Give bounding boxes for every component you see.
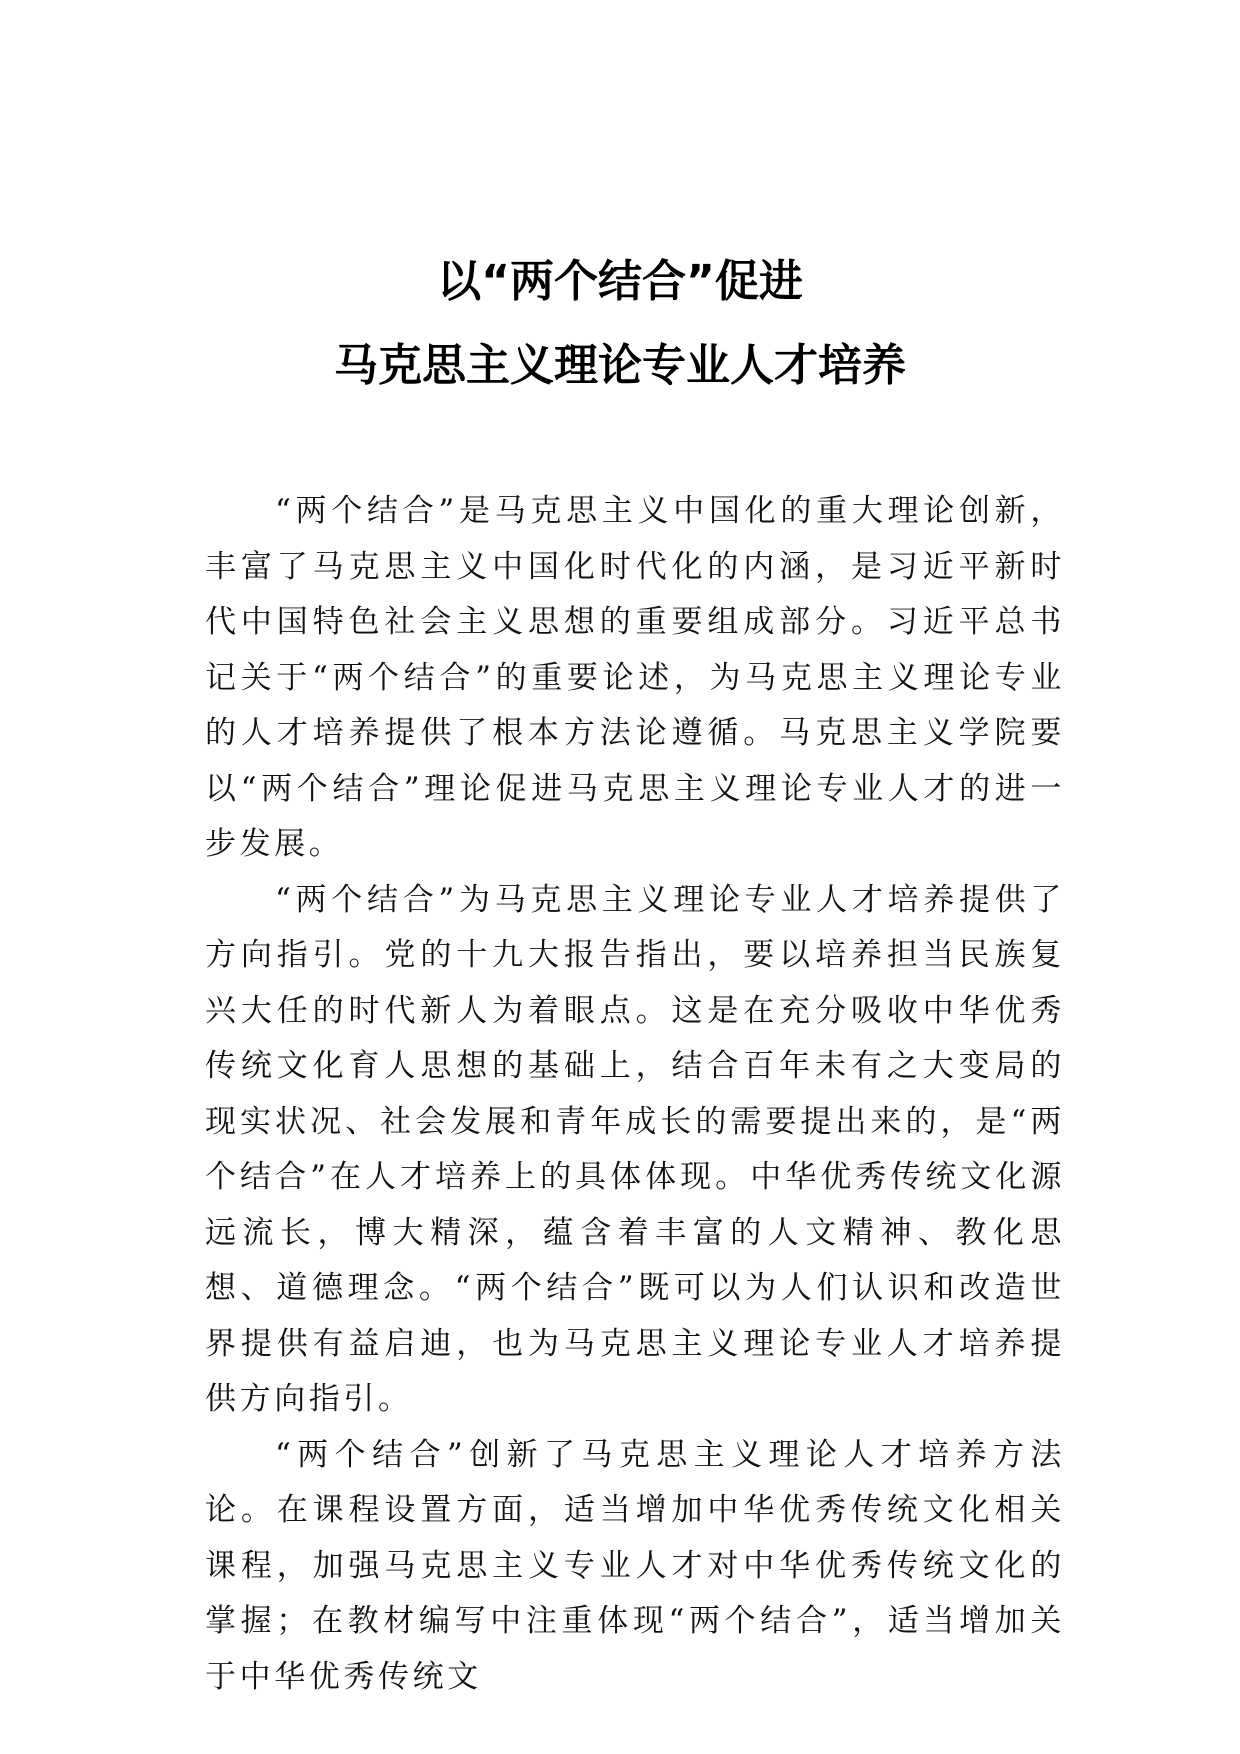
document-title (0, 240, 1240, 408)
paragraph-3: “两个结合”创新了马克思主义理论人才培养方法论。在课程设置方面，适当增加中华优秀传统文化相关课程，加强马克思主义专业人才对中华优秀传统文化的掌握；在教材编写中注重体现“两个结合”，适当增加关于中华优秀传统文 (205, 1436, 1065, 1695)
document-body (205, 484, 1065, 1705)
paragraph-2: “两个结合”为马克思主义理论专业人才培养提供了方向指引。党的十九大报告指出，要以培养担当民族复兴大任的时代新人为着眼点。这是在充分吸收中华优秀传统文化育人思想的基础上，结合百年未有之大变局的现实状况、社会发展和青年成长的需要提出来的，是“两个结合”在人才培养上的具体体现。中华优秀传统文化源远流长，博大精深，蕴含着丰富的人文精神、教化思想、道德理念。“两个结合”既可以为人们认识和改造世界提供有益启迪，也为马克思主义理论专业人才培养提供方向指引。 (205, 881, 1065, 1417)
title-line-2: 马克思主义理论专业人才培养 (334, 340, 906, 391)
paragraph-1: “两个结合”是马克思主义中国化的重大理论创新，丰富了马克思主义中国化时代化的内涵，是习近平新时代中国特色社会主义思想的重要组成部分。习近平总书记关于“两个结合”的重要论述，为马克思主义理论专业的人才培养提供了根本方法论遵循。马克思主义学院要以“两个结合”理论促进马克思主义理论专业人才的进一步发展。 (205, 493, 1065, 862)
title-line-1: 以“两个结合”促进 (437, 256, 803, 307)
